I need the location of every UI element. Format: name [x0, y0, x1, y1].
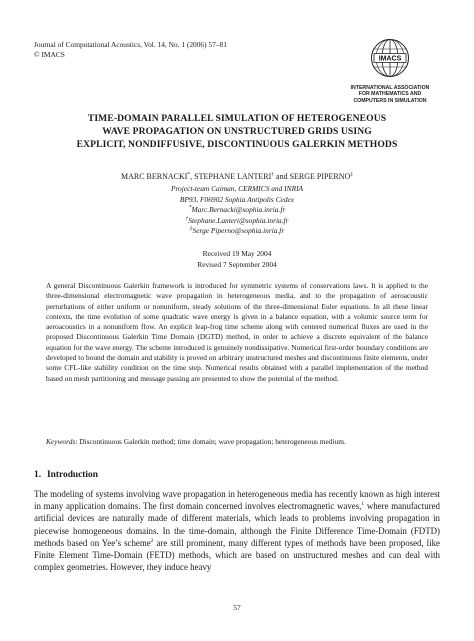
- imacs-caption: [338, 85, 442, 104]
- submission-dates: [34, 249, 440, 270]
- keywords: [46, 437, 428, 447]
- imacs-wordmark: IMACS: [378, 55, 402, 63]
- affiliation-line: BP93, F06902 Sophia Antipolis Cedex: [179, 194, 295, 204]
- imacs-caption-line: FOR MATHEMATICS AND: [358, 91, 422, 98]
- email-mark: ‡: [189, 225, 193, 232]
- journal-citation: [34, 40, 227, 60]
- author-mark: *: [187, 171, 191, 178]
- paper-title: [34, 112, 440, 151]
- imacs-caption-line: INTERNATIONAL ASSOCIATION: [350, 85, 430, 91]
- intro-paragraph: [34, 488, 440, 573]
- author-separator: and: [274, 172, 290, 181]
- author-email: [34, 205, 440, 216]
- paper-title-line: WAVE PROPAGATION ON UNSTRUCTURED GRIDS USING: [102, 126, 372, 137]
- journal-copyright-line: © IMACS: [34, 50, 65, 59]
- journal-citation-line: Journal of Computational Acoustics, Vol. 14, No. 1 (2006) 57–81: [34, 40, 227, 49]
- intro-text: The modeling of systems involving wave propagation in heterogeneous media has recently known as high interest in many application domains. The first domain concerned involves electromagnetic waves,: [34, 489, 440, 512]
- revised-date: Revised 7 September 2004: [197, 259, 277, 269]
- intro-text: are still prominent, many different types of methods have been proposed, like Finite Element Time-Domain (FETD) methods, which are based on unstructured meshes and can deal with complex geometries. However, they induce heavy: [34, 537, 440, 573]
- author-name: STEPHANE LANTERI: [194, 172, 272, 181]
- email-link[interactable]: Serge Piperno@sophia.inria.fr: [192, 226, 285, 236]
- imacs-logo: [338, 38, 442, 104]
- author-email: [34, 216, 440, 227]
- author-list: [34, 172, 440, 182]
- author-separator: ,: [190, 172, 195, 181]
- author-name: MARC BERNACKI: [120, 172, 188, 181]
- email-mark: †: [185, 215, 189, 222]
- paper-title-line: EXPLICIT, NONDIFFUSIVE, DISCONTINUOUS GALERKIN METHODS: [76, 139, 398, 150]
- keywords-label: Keywords: [46, 437, 76, 446]
- affiliation-block: [34, 184, 440, 237]
- section-number: 1.: [34, 470, 42, 480]
- email-link[interactable]: Stephane.Lanteri@sophia.inria.fr: [188, 215, 289, 225]
- section-title: Introduction: [47, 470, 98, 480]
- abstract: A general Discontinuous Galerkin framework is introduced for symmetric systems of conservations laws. It is applied to the three-dimensional electromagnetic wave propagation in heterogeneous media, and to the propagation of aeroacoustic perturbations of either uniform or nonuniform, steady solutions of the three-dimensional Euler equations. In all these linear contexts, the time evolution of some quadratic wave energy is given in a balance equation, with a volumic source term for aeroacoustics in a nonuniform flow. An explicit leap-frog time scheme along with centered numerical fluxes are used in the proposed Discontinuous Galerkin Time Domain (DGTD) method, in order to achieve a discrete equivalent of the balance equation for the wave energy. The scheme introduced is genuinely nondissipative. Numerical first-order boundary conditions are developed to bound the domain and stability is proved on arbitrary unstructured meshes and discontinuous finite elements, under some CFL-like stability condition on the time step. Numerical results obtained with a parallel implementation of the method based on mesh partitioning and message passing are presented to show the potential of the method.: [46, 281, 428, 383]
- author-email: [34, 226, 440, 237]
- section-heading: [34, 470, 98, 480]
- page-number: 57: [233, 603, 241, 612]
- keywords-text: : Discontinuous Galerkin method; time domain; wave propagation; heterogeneous medium.: [75, 437, 346, 446]
- footnote-ref[interactable]: 1: [361, 501, 365, 508]
- author-mark: ‡: [350, 171, 354, 178]
- footnote-ref[interactable]: 2: [150, 537, 154, 544]
- author-mark: †: [271, 171, 275, 178]
- received-date: Received 19 May 2004: [202, 249, 272, 258]
- author-name: SERGE PIPERNO: [289, 172, 351, 181]
- email-mark: *: [188, 204, 192, 211]
- affiliation-line: Project-team Caiman, CERMICS and INRIA: [170, 184, 304, 193]
- email-link[interactable]: Marc.Bernacki@sophia.inria.fr: [191, 205, 286, 215]
- imacs-caption-line: COMPUTERS IN SIMULATION: [353, 97, 427, 104]
- intro-text: where manufactured artificial devices are naturally made of different materials, which leads to problems involving propagation in piecewise homogeneous domains. In the time-domain, although the Finite Difference Time-Domain (FDTD) methods based on Yee’s scheme: [34, 501, 440, 548]
- imacs-globe-icon: [370, 38, 410, 78]
- paper-title-line: TIME-DOMAIN PARALLEL SIMULATION OF HETEROGENEOUS: [87, 113, 387, 124]
